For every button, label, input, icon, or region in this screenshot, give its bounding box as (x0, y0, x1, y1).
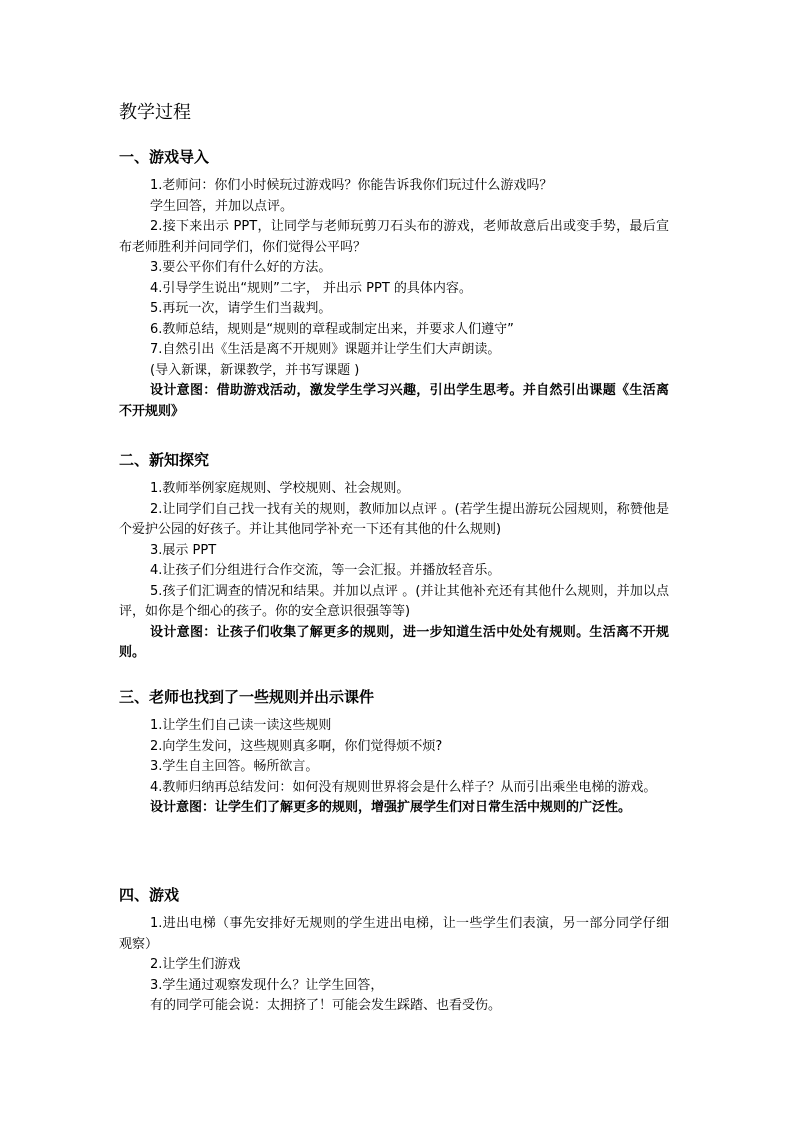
paragraph: 5.再玩一次，请学生们当裁判。 (150, 301, 332, 316)
design-intent: 设计意图：让孩子们收集了解更多的规则，进一步知道生活中处处有规则。生活离不开规则。 (119, 624, 669, 660)
section-heading: 一、游戏导入 (119, 148, 210, 166)
paragraph: 5.孩子们汇调查的情况和结果。并加以点评 。(并让其他补充还有其他什么规则，并加以点评，如你是个细心的孩子。你的安全意识很强等等) (119, 583, 669, 619)
paragraph: 2.向学生发问，这些规则真多啊，你们觉得烦不烦? (150, 738, 443, 754)
paragraph: 3.要公平你们有什么好的方法。 (150, 260, 332, 275)
section-heading: 二、新知探究 (119, 451, 210, 469)
paragraph: 4.教师归纳再总结发问：如何没有规则世界将会是什么样子？从而引出乘坐电梯的游戏。 (150, 779, 657, 795)
section-heading: 四、游戏 (119, 886, 180, 904)
paragraph: 6.教师总结，规则是“规则的章程或制定出来，并要求人们遵守” (150, 321, 514, 337)
paragraph: 4.让孩子们分组进行合作交流，等一会汇报。并播放轻音乐。 (150, 563, 501, 578)
paragraph: 2.让同学们自己找一找有关的规则，教师加以点评 。(若学生提出游玩公园规则，称赞他是个爱护公园的好孩子。并让其他同学补充一下还有其他的什么规则) (119, 501, 669, 537)
paragraph: 4.引导学生说出“规则”二字， 并出示 PPT 的具体内容。 (150, 280, 472, 296)
section-heading: 三、老师也找到了一些规则并出示课件 (119, 688, 375, 706)
design-intent: 设计意图：让学生们了解更多的规则，增强扩展学生们对日常生活中规则的广泛性。 (150, 800, 632, 815)
paragraph: 3.展示 PPT (150, 542, 217, 558)
paragraph: 1.进出电梯（事先安排好无规则的学生进出电梯，让一些学生们表演，另一部分同学仔细观察） (119, 916, 669, 952)
paragraph: 1.教师举例家庭规则、学校规则、社会规则。 (150, 481, 410, 496)
paragraph: 有的同学可能会说：太拥挤了！可能会发生踩踏、也看受伤。 (150, 998, 502, 1013)
paragraph: (导入新课，新课教学，并书写课题 ) (150, 362, 360, 378)
paragraph: 3.学生自主回答。畅所欲言。 (150, 759, 319, 774)
design-intent: 设计意图：借助游戏活动，激发学生学习兴趣，引出学生思考。并自然引出课题《生活离不开规则》 (119, 383, 669, 419)
document-title: 教学过程 (119, 102, 191, 123)
paragraph: 2.接下来出示 PPT，让同学与老师玩剪刀石头布的游戏，老师故意后出或变手势，最后宣布老师胜利并问同学们，你们觉得公平吗？ (119, 219, 669, 255)
section-teacher-rules (119, 686, 669, 819)
paragraph: 2.让学生们游戏 (150, 957, 241, 972)
paragraph: 7.自然引出《生活是离不开规则》课题并让学生们大声朗读。 (150, 342, 501, 357)
paragraph: 1.让学生们自己读一读这些规则 (150, 718, 332, 733)
paragraph: 3.学生通过观察发现什么？让学生回答， (150, 977, 384, 993)
section-new-knowledge (119, 449, 669, 664)
paragraph: 1.老师问：你们小时候玩过游戏吗？你能告诉我你们玩过什么游戏吗？ (150, 178, 553, 193)
section-game-intro (119, 146, 669, 422)
section-game (119, 884, 669, 1017)
paragraph: 学生回答，并加以点评。 (150, 198, 294, 214)
